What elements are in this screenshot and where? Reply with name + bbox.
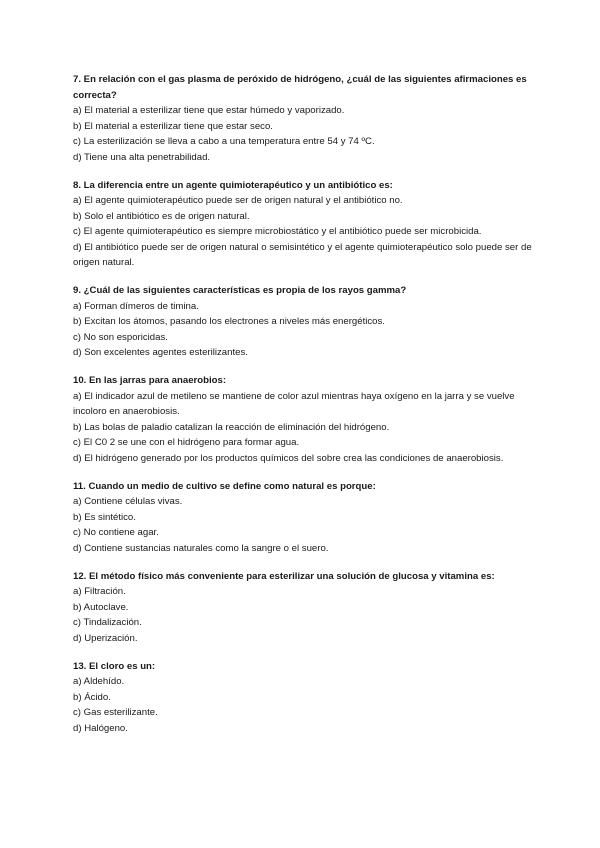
question-title: 11. Cuando un medio de cultivo se define como natural es porque:	[73, 480, 376, 492]
question-title: 13. El cloro es un:	[73, 660, 156, 672]
answer-option-d: d) El hidrógeno generado por los productos químicos del sobre crea las condiciones de anaerobiosis.	[73, 452, 504, 464]
answer-option-a: a) Aldehído.	[73, 676, 125, 687]
question-title: 12. El método físico más conveniente para esterilizar una solución de glucosa y vitamina es:	[73, 570, 495, 582]
answer-option-d: d) Son excelentes agentes esterilizantes.	[73, 347, 248, 358]
answer-option-b: b) Ácido.	[73, 691, 111, 703]
answer-option-c: c) La esterilización se lleva a cabo a una temperatura entre 54 y 74 ºC.	[73, 136, 375, 147]
answer-option-d: d) Tiene una alta penetrabilidad.	[73, 151, 211, 163]
answer-option-b: b) Las bolas de paladio catalizan la reacción de eliminación del hidrógeno.	[73, 421, 390, 433]
answer-option-d: d) Contiene sustancias naturales como la sangre o el suero.	[73, 542, 329, 554]
answer-option-b: b) Solo el antibiótico es de origen natural.	[73, 210, 250, 222]
question-8	[73, 178, 540, 271]
answer-option-c: c) El agente quimioterapéutico es siempre microbiostático y el antibiótico puede ser microbicida.	[73, 226, 482, 237]
answer-option-c: c) Tindalización.	[73, 617, 142, 628]
question-10	[73, 373, 540, 466]
question-title: 8. La diferencia entre un agente quimioterapéutico y un antibiótico es:	[73, 179, 393, 191]
answer-option-b: b) Excitan los átomos, pasando los electrones a niveles más energéticos.	[73, 316, 385, 327]
answer-option-d: d) Uperización.	[73, 632, 138, 644]
question-11	[73, 479, 540, 557]
answer-option-a: a) Forman dímeros de timina.	[73, 300, 199, 312]
question-12	[73, 569, 540, 647]
answer-option-d: d) El antibiótico puede ser de origen natural o semisintético y el agente quimioterapéutico solo puede ser de origen natural.	[73, 241, 532, 268]
answer-option-b: b) Autoclave.	[73, 601, 129, 613]
answer-option-c: c) Gas esterilizante.	[73, 707, 158, 718]
question-title: 9. ¿Cuál de las siguientes características es propia de los rayos gamma?	[73, 285, 407, 296]
answer-option-a: a) El agente quimioterapéutico puede ser de origen natural y el antibiótico no.	[73, 195, 403, 206]
answer-option-a: a) El indicador azul de metileno se mantiene de color azul mientras haya oxígeno en la jarra y se vuelve incoloro en anaerobiosis.	[73, 390, 515, 417]
question-7	[73, 72, 540, 165]
answer-option-a: a) El material a esterilizar tiene que estar húmedo y vaporizado.	[73, 105, 345, 116]
answer-option-a: a) Filtración.	[73, 586, 126, 597]
answer-option-b: b) El material a esterilizar tiene que estar seco.	[73, 120, 273, 132]
answer-option-c: c) No contiene agar.	[73, 527, 159, 538]
answer-option-c: c) No son esporicidas.	[73, 331, 168, 343]
answer-option-b: b) Es sintético.	[73, 511, 136, 523]
answer-option-c: c) El C0 2 se une con el hidrógeno para formar agua.	[73, 437, 300, 448]
question-9	[73, 283, 540, 361]
question-13	[73, 659, 540, 737]
question-title: 10. En las jarras para anaerobios:	[73, 375, 227, 386]
answer-option-d: d) Halógeno.	[73, 722, 128, 734]
answer-option-a: a) Contiene células vivas.	[73, 496, 183, 507]
question-title: 7. En relación con el gas plasma de peróxido de hidrógeno, ¿cuál de las siguientes afirmaciones es correcta?	[73, 74, 527, 101]
